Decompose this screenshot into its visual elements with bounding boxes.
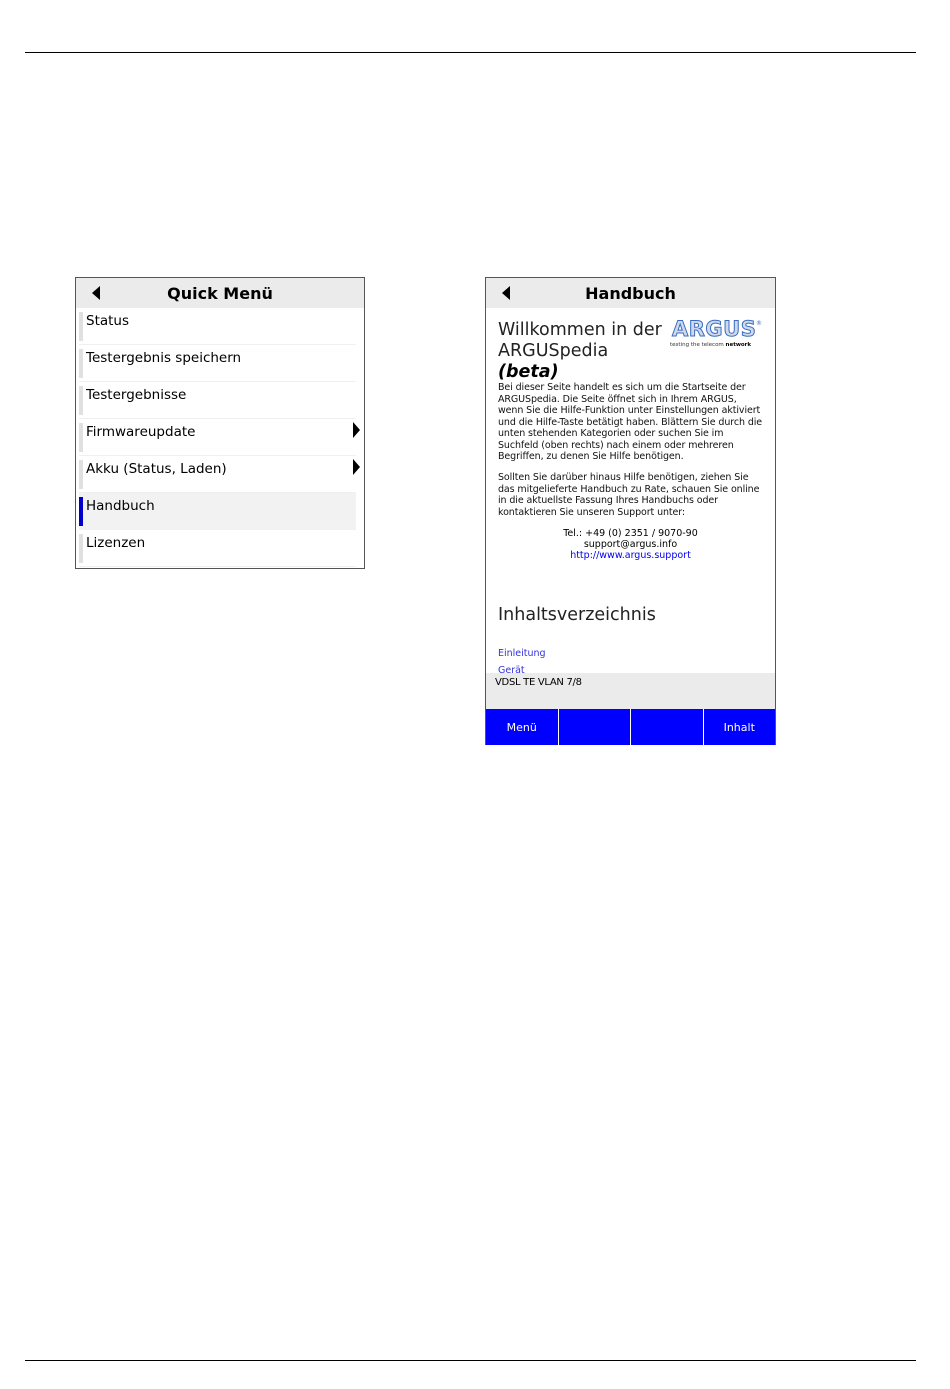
- logo-tagline: [670, 342, 751, 348]
- handbuch-screen: [485, 277, 776, 745]
- chevron-right-icon: [353, 459, 360, 475]
- menu-item-indicator: [79, 312, 83, 341]
- chevron-right-icon: [353, 422, 360, 438]
- menu-item-indicator: [79, 349, 83, 378]
- menu-item-indicator: [79, 386, 83, 415]
- menu-item-licenses[interactable]: [79, 530, 356, 567]
- menu-item-label: Status: [86, 313, 130, 329]
- logo-tag-normal: testing the telecom: [670, 342, 724, 348]
- help-paragraph: Sollten Sie darüber hinaus Hilfe benötigen, ziehen Sie das mitgelieferte Handbuch zu Rate, schauen Sie online in die aktuellste Fassung Ihres Handbuchs oder kontaktieren Sie unseren Support unter:: [498, 472, 760, 518]
- status-text: VDSL TE VLAN 7/8: [495, 677, 582, 688]
- handbuch-titlebar: [486, 278, 775, 308]
- menu-item-handbuch[interactable]: [79, 493, 356, 530]
- intro-paragraph: Bei dieser Seite handelt es sich um die Startseite der ARGUSpedia. Die Seite öffnet sich in Ihrem ARGUS, wenn Sie die Hilfe-Funktion unter Einstellungen aktiviert und die Hilfe-Taste betätigt haben. Blättern Sie durch die unten stehenden Kategorien oder suchen Sie im Suchfeld (oben rechts) nach einem oder mehreren Begriffen, zu denen Sie Hilfe benötigen.: [498, 382, 763, 462]
- quick-menu-screen: [75, 277, 365, 569]
- handbuch-title: Handbuch: [585, 283, 676, 303]
- help-content[interactable]: [486, 308, 775, 673]
- page-top-rule: [25, 52, 916, 53]
- menu-item-battery[interactable]: [79, 456, 356, 493]
- menu-item-results[interactable]: [79, 382, 356, 419]
- quick-menu-titlebar: [76, 278, 364, 308]
- welcome-heading: [498, 320, 673, 383]
- toc-link-geraet[interactable]: Gerät: [498, 665, 525, 673]
- toc-link-einleitung[interactable]: Einleitung: [498, 648, 546, 659]
- welcome-line1: Willkommen in der: [498, 320, 662, 340]
- logo-registered: ®: [756, 320, 762, 327]
- page-bottom-rule: [25, 1360, 916, 1361]
- welcome-line2: ARGUSpedia: [498, 341, 609, 361]
- quick-menu-title: Quick Menü: [167, 283, 273, 303]
- back-arrow-icon[interactable]: [92, 286, 100, 300]
- quick-menu-list: [76, 308, 364, 567]
- softkey-menu-button[interactable]: Menü: [486, 709, 559, 745]
- welcome-beta: (beta): [498, 362, 559, 382]
- toc-heading: Inhaltsverzeichnis: [498, 605, 656, 625]
- argus-logo: [670, 317, 762, 350]
- logo-word: ARGUS: [672, 317, 757, 341]
- menu-item-label: Firmwareupdate: [86, 424, 196, 440]
- logo-tag-bold: network: [725, 342, 752, 348]
- menu-item-indicator: [79, 423, 83, 452]
- menu-item-indicator: [79, 460, 83, 489]
- menu-item-selection-indicator: [79, 497, 83, 526]
- softkey-bar: [486, 709, 775, 745]
- menu-item-firmwareupdate[interactable]: [79, 419, 356, 456]
- support-email: support@argus.info: [583, 539, 678, 550]
- back-arrow-icon[interactable]: [502, 286, 510, 300]
- menu-item-label: Testergebnis speichern: [86, 350, 242, 366]
- softkey-2-button[interactable]: [559, 709, 632, 745]
- support-phone: Tel.: +49 (0) 2351 / 9070-90: [563, 528, 698, 539]
- menu-item-save-result[interactable]: [79, 345, 356, 382]
- status-bar: [486, 673, 775, 709]
- menu-item-status[interactable]: [79, 308, 356, 345]
- menu-item-label: Akku (Status, Laden): [86, 461, 227, 477]
- support-website-link[interactable]: http://www.argus.support: [570, 550, 691, 561]
- menu-item-label: Lizenzen: [86, 535, 146, 551]
- menu-item-label: Handbuch: [86, 498, 155, 514]
- menu-item-label: Testergebnisse: [86, 387, 187, 403]
- softkey-3-button[interactable]: [631, 709, 704, 745]
- menu-item-indicator: [79, 534, 83, 563]
- softkey-inhalt-button[interactable]: Inhalt: [723, 720, 755, 734]
